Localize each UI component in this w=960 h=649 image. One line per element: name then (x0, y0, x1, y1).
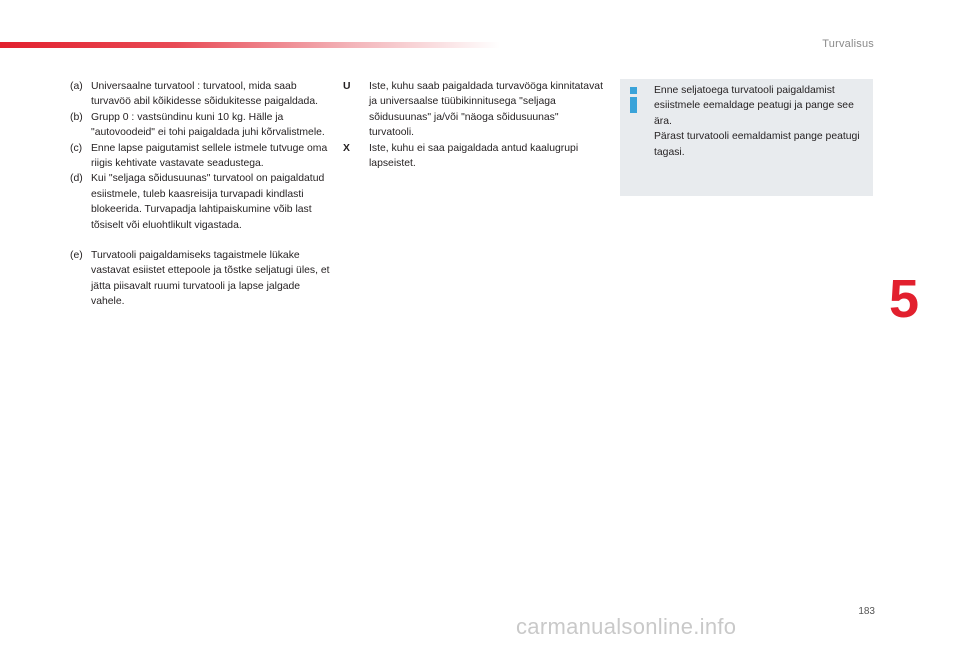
info-box-text (654, 83, 866, 160)
footnote-text: Turvatooli paigaldamiseks tagaistmele lükake vastavat esiistet ettepoole ja tõstke seljatugi üles, et jätta piisavalt ruumi turvatooli ja lapse jalgade vahele. (91, 250, 330, 308)
footnote-text: Universaalne turvatool : turvatool, mida saab turvavöö abil kõikidesse sõidukitesse paigaldada. (91, 81, 319, 108)
footnote-item (70, 171, 330, 233)
footnote-label: (c) (70, 142, 83, 154)
footnote-item (70, 141, 330, 172)
legend-text: Iste, kuhu ei saa paigaldada antud kaalugrupi lapseistet. (369, 142, 579, 170)
header-accent-bar (0, 42, 500, 48)
footnote-item (70, 79, 330, 110)
footnotes-column (70, 79, 330, 310)
info-box (620, 79, 873, 196)
watermark: carmanualsonline.info (516, 614, 737, 639)
footnote-text: Grupp 0 : vastsündinu kuni 10 kg. Hälle ja "autovoodeid" ei tohi paigaldada juhi kõrvalistmele. (91, 111, 325, 139)
footnote-item (70, 110, 330, 141)
footnote-label: (e) (70, 250, 83, 262)
legend-text: Iste, kuhu saab paigaldada turvavööga kinnitatavat ja universaalse tüübikinnitusega "seljaga sõidusuunas" ja/või "näoga sõidusuunas" turvatooli. (369, 81, 603, 139)
legend-column (343, 79, 605, 171)
info-line: Pärast turvatooli eemaldamist pange peatugi tagasi. (654, 131, 860, 158)
info-icon (630, 87, 637, 113)
legend-key: U (343, 81, 351, 92)
footnote-label: (d) (70, 173, 83, 185)
footnote-label: (a) (70, 81, 83, 92)
legend-key: X (343, 142, 350, 154)
section-title: Turvalisus (822, 38, 874, 50)
footnote-label: (b) (70, 111, 83, 123)
info-line: Enne seljatoega turvatooli paigaldamist esiistmele eemaldage peatugi ja pange see ära. (654, 85, 854, 127)
chapter-number: 5 (889, 269, 920, 329)
legend-item (343, 79, 605, 141)
footnote-text: Kui "seljaga sõidusuunas" turvatool on paigaldatud esiistmele, tuleb kaasreisija turvapadi kindlasti blokeerida. Turvapadja lahtipaiskumine võib last tõsiselt või eluohtlikult vigastada. (91, 173, 325, 231)
footnote-text: Enne lapse paigutamist sellele istmele tutvuge oma riigis kehtivate vastavate seadustega. (91, 142, 328, 170)
footnote-item (70, 248, 330, 310)
legend-item (343, 141, 605, 172)
page-number: 183 (858, 606, 875, 617)
